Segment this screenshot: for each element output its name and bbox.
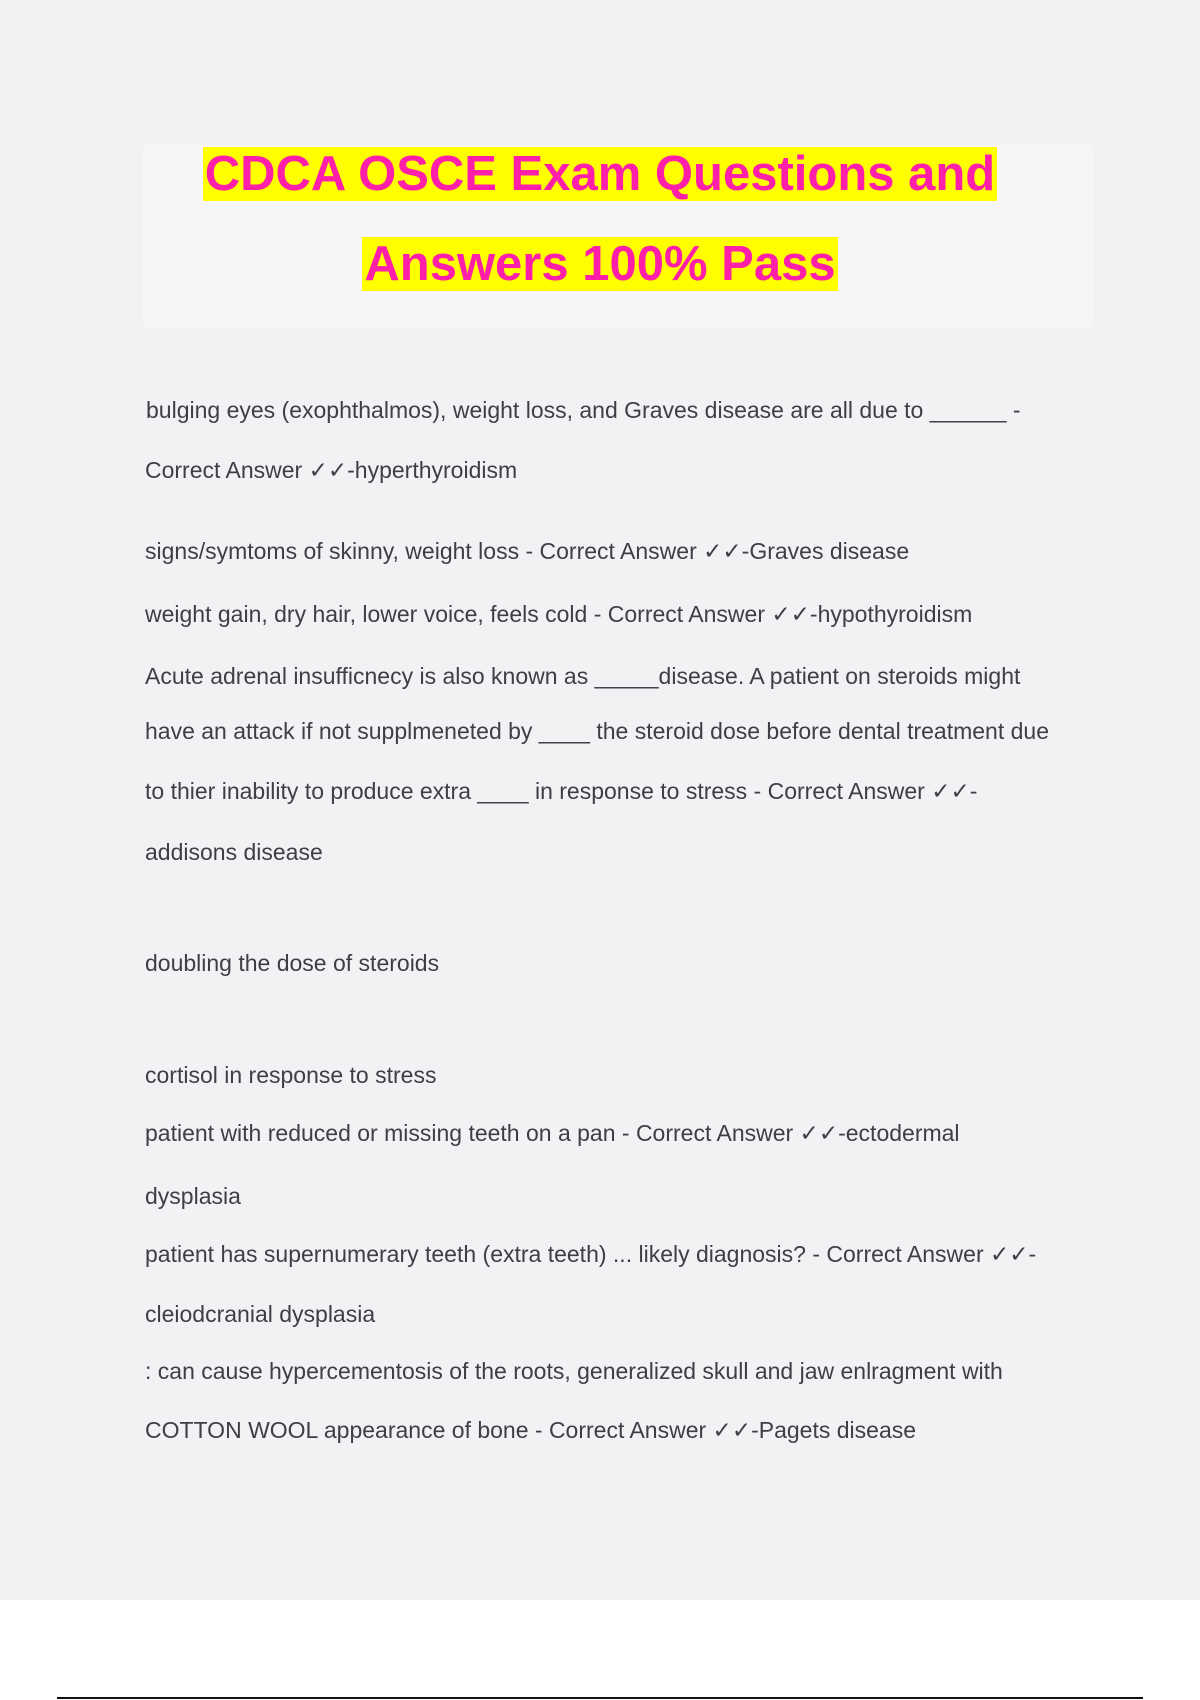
- text-line: Correct Answer ✓✓-hyperthyroidism: [145, 457, 518, 483]
- text-line: cleiodcranial dysplasia: [145, 1301, 376, 1327]
- bottom-divider: [57, 1697, 1143, 1699]
- text-line: signs/symtoms of skinny, weight loss - Correct Answer ✓✓-Graves disease: [145, 538, 910, 564]
- text-line: addisons disease: [145, 839, 323, 865]
- text-line: COTTON WOOL appearance of bone - Correct Answer ✓✓-Pagets disease: [145, 1417, 917, 1443]
- text-line: to thier inability to produce extra ____ in response to stress - Correct Answer ✓✓-: [145, 778, 978, 804]
- document-title-line-2: [0, 236, 1200, 292]
- text-line: have an attack if not supplmeneted by ____ the steroid dose before dental treatment due: [145, 718, 1049, 744]
- text-line: weight gain, dry hair, lower voice, feels cold - Correct Answer ✓✓-hypothyroidism: [145, 601, 973, 627]
- text-line: Acute adrenal insufficnecy is also known as _____disease. A patient on steroids might: [145, 663, 1021, 689]
- document-title-line-2-text: Answers 100% Pass: [364, 237, 836, 291]
- text-line: cortisol in response to stress: [145, 1062, 437, 1088]
- text-line: patient has supernumerary teeth (extra teeth) ... likely diagnosis? - Correct Answer ✓✓-: [145, 1241, 1037, 1267]
- text-line: bulging eyes (exophthalmos), weight loss, and Graves disease are all due to ______ -: [146, 397, 1021, 423]
- text-line: doubling the dose of steroids: [145, 950, 440, 976]
- text-line: : can cause hypercementosis of the roots, generalized skull and jaw enlragment with: [145, 1358, 1003, 1384]
- document-title-line-1: [0, 146, 1200, 202]
- document-title-line-1-text: CDCA OSCE Exam Questions and: [204, 147, 996, 201]
- text-line: patient with reduced or missing teeth on a pan - Correct Answer ✓✓-ectodermal: [145, 1120, 960, 1146]
- text-line: dysplasia: [145, 1183, 241, 1209]
